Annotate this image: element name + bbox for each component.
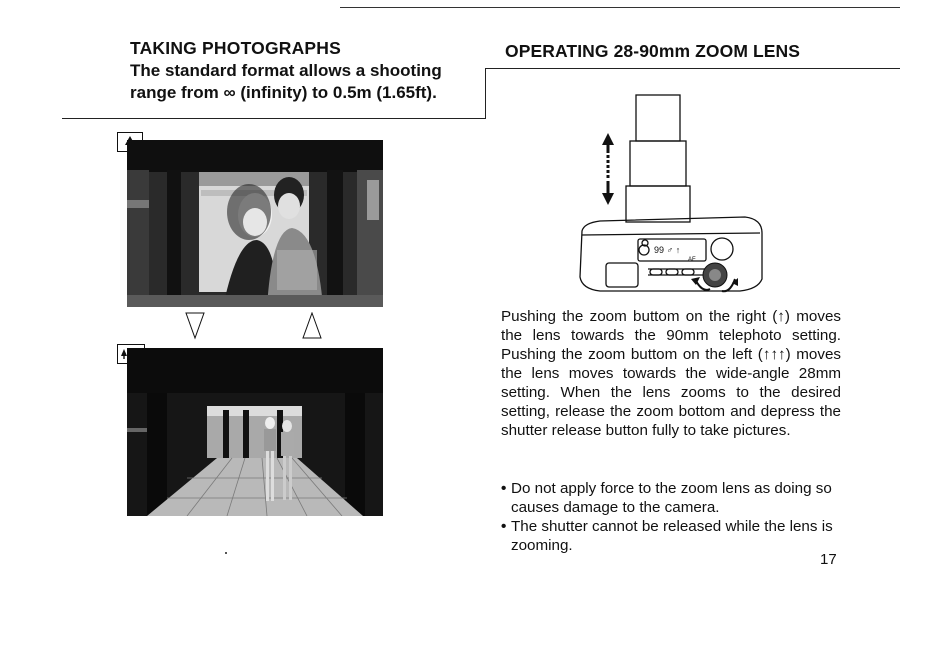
section-title-taking-photographs: TAKING PHOTOGRAPHS	[130, 38, 342, 58]
section-subtitle	[130, 60, 475, 104]
af-label: AF	[688, 257, 696, 263]
bullet-text: The shutter cannot be released while the lens is zooming.	[511, 518, 833, 554]
camera-zoom-illustration	[570, 93, 770, 303]
telephoto-sample-photo	[127, 140, 383, 307]
zoom-paragraph: Pushing the zoom buttom on the right (↑) moves the lens towards the 90mm telephoto setting. Pushing the zoom buttom on the left (↑↑↑) moves the lens moves towards the wide-angle 28mm setting. When the lens zooms to the desired setting, release the zoom bottom and depress the shutter release button fully to take pictures.	[501, 308, 841, 439]
bullet-icon: •	[501, 480, 507, 497]
list-item	[501, 479, 841, 517]
bullet-icon: •	[501, 518, 507, 535]
frame-top-left-triangle-icon	[185, 312, 205, 340]
subtitle-line-2: range from ∞ (infinity) to 0.5m (1.65ft).	[130, 83, 437, 102]
right-rule	[485, 68, 900, 69]
frame-top-right-triangle-icon	[302, 312, 322, 340]
caution-list	[501, 479, 841, 555]
list-item	[501, 517, 841, 555]
section-title-zoom-lens: OPERATING 28-90mm ZOOM LENS	[505, 41, 801, 61]
zoom-instructions	[501, 307, 841, 440]
print-speck	[225, 552, 227, 554]
subtitle-line-1: The standard format allows a shooting	[130, 61, 442, 80]
left-rule	[62, 118, 486, 119]
top-rule	[340, 7, 900, 8]
bullet-text: Do not apply force to the zoom lens as doing so causes damage to the camera.	[511, 480, 832, 516]
wide-angle-sample-photo	[127, 348, 383, 516]
page-number: 17	[820, 551, 837, 568]
divider-vertical	[485, 68, 486, 119]
lcd-readout: 99 ♂ ↑	[654, 245, 681, 255]
